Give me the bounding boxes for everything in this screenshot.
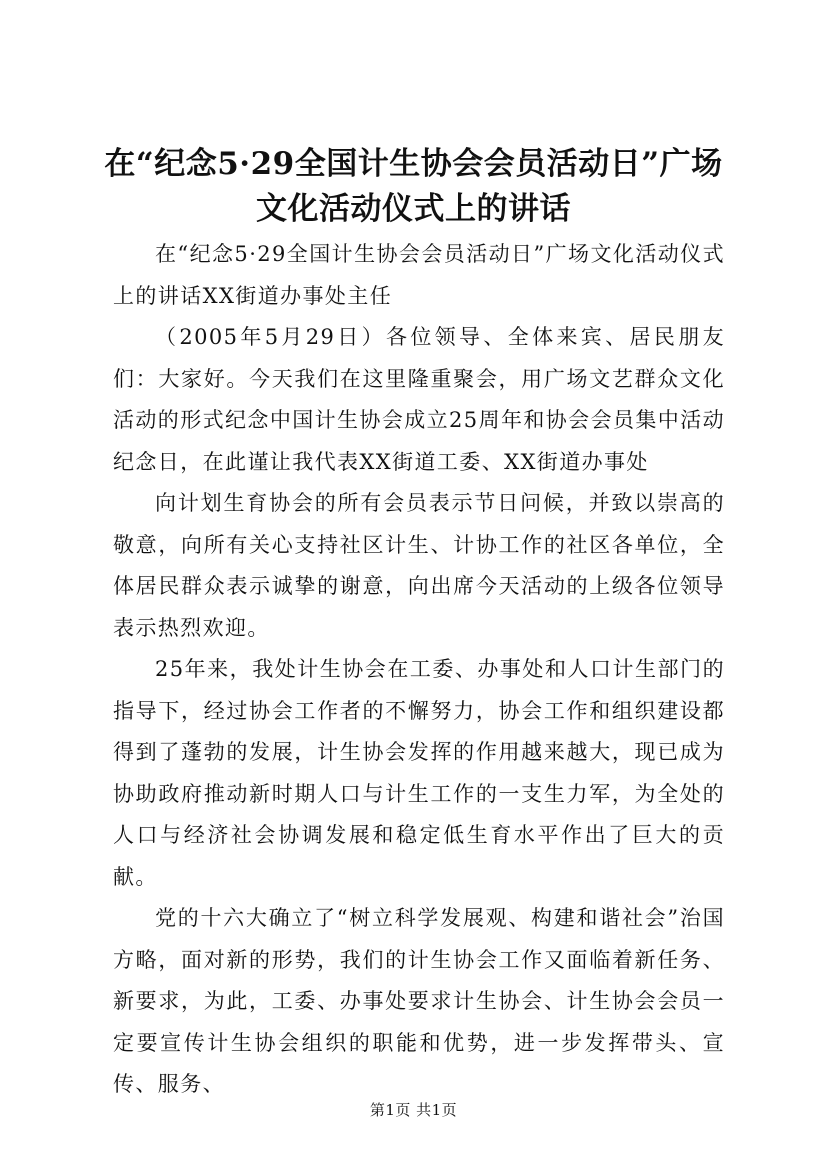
document-body — [113, 234, 725, 1106]
paragraph-greeting: （2005年5月29日）各位领导、全体来宾、居民朋友们：大家好。今天我们在这里隆重聚会，用广场文艺群众文化活动的形式纪念中国计生协会成立25周年和协会会员集中活动纪念日，在此谨让我代表XX街道工委、XX街道办事处 — [113, 325, 725, 474]
paragraph-requirements: 党的十六大确立了“树立科学发展观、构建和谐社会”治国方略，面对新的形势，我们的计生协会工作又面临着新任务、新要求，为此，工委、办事处要求计生协会、计生协会会员一定要宣传计生协会组织的职能和优势，进一步发挥带头、宣传、服务、 — [113, 906, 725, 1096]
paragraph-achievements: 25年来，我处计生协会在工委、办事处和人口计生部门的指导下，经过协会工作者的不懈努力，协会工作和组织建设都得到了蓬勃的发展，计生协会发挥的作用越来越大，现已成为协助政府推动新时期人口与计生工作的一支生力军，为全处的人口与经济社会协调发展和稳定低生育水平作出了巨大的贡献。 — [113, 657, 725, 889]
page-footer: 第1页 共1页 — [369, 1101, 458, 1119]
paragraph-intro: 在“纪念5·29全国计生协会会员活动日”广场文化活动仪式上的讲话XX街道办事处主任 — [113, 242, 725, 308]
paragraph-regards: 向计划生育协会的所有会员表示节日问候，并致以崇高的敬意，向所有关心支持社区计生、计协工作的社区各单位，全体居民群众表示诚挚的谢意，向出席今天活动的上级各位领导表示热烈欢迎。 — [113, 491, 725, 640]
document-title: 在“纪念5·29全国计生协会会员活动日”广场文化活动仪式上的讲话 — [104, 146, 723, 227]
